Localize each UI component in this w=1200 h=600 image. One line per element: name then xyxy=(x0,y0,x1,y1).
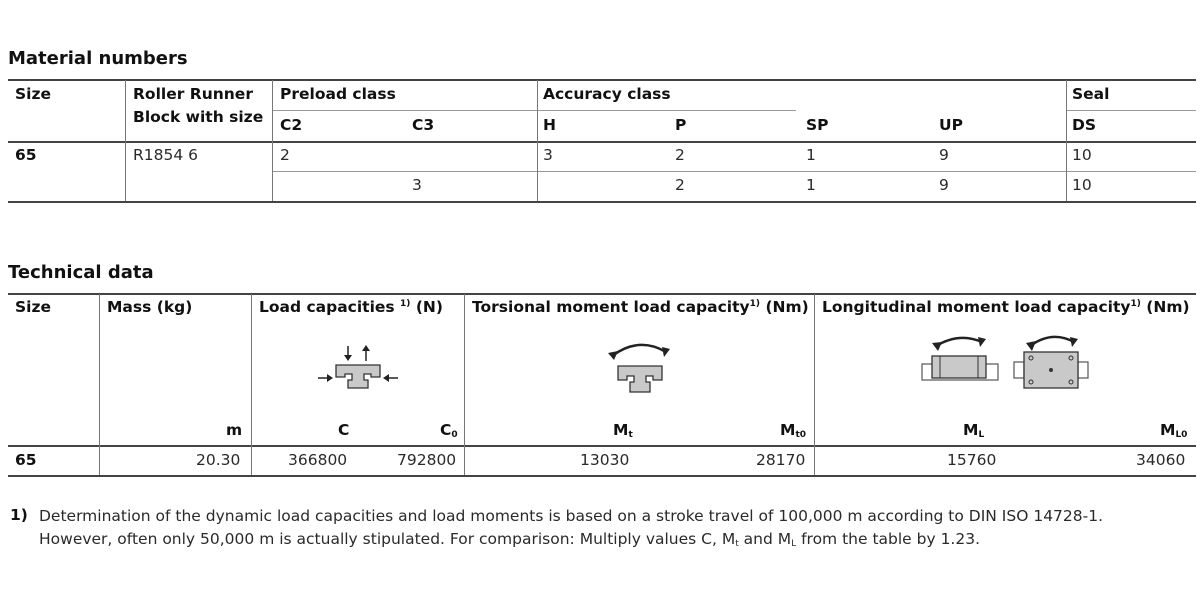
load-capacity-diagram-icon xyxy=(310,342,410,394)
material-cell-size: 65 xyxy=(15,146,37,164)
material-subheader-rule-preload-accuracy xyxy=(272,110,796,111)
material-cell-p: 2 xyxy=(675,176,685,194)
material-table-bottom-rule xyxy=(8,201,1196,203)
footnote-line-2: However, often only 50,000 m is actually stipulated. For comparison: Multiply values C, Mt and ML from the table by 1.23. xyxy=(39,530,981,549)
technical-cell-ml0: 34060 xyxy=(1136,451,1186,469)
longitudinal-side-view-icon xyxy=(918,330,1000,386)
technical-header-size: Size xyxy=(15,298,52,316)
material-header-ds: DS xyxy=(1072,116,1097,134)
material-header-h: H xyxy=(543,116,556,134)
material-cell-ds: 10 xyxy=(1072,176,1092,194)
material-numbers-title: Material numbers xyxy=(8,48,188,69)
technical-cell-c0: 792800 xyxy=(397,451,457,469)
material-table-top-rule xyxy=(8,79,1196,81)
footnote-line-1: Determination of the dynamic load capacities and load moments is based on a stroke travel of 100,000 m according to DIN ISO 14728-1. xyxy=(39,507,1104,525)
technical-symbol-m: m xyxy=(226,421,243,439)
material-cell-c2: 2 xyxy=(280,146,290,164)
technical-col-divider xyxy=(814,294,815,475)
technical-header-longitudinal: Longitudinal moment load capacity$^{1)}$ (Nm) xyxy=(822,298,1190,316)
technical-symbol-ml: $M_L$ xyxy=(963,421,985,440)
material-row-divider xyxy=(272,171,1196,172)
material-cell-c3: 3 xyxy=(412,176,422,194)
technical-header-torsional: Torsional moment load capacity$^{1)}$ (Nm) xyxy=(472,298,809,316)
material-header-size: Size xyxy=(15,85,52,103)
material-col-divider xyxy=(272,80,273,201)
technical-symbol-ml0: $M_{L0}$ xyxy=(1160,421,1188,440)
material-header-sp: SP xyxy=(806,116,829,134)
technical-cell-ml: 15760 xyxy=(947,451,997,469)
technical-header-bottom-rule xyxy=(8,445,1196,447)
torsional-moment-diagram-icon xyxy=(604,338,674,396)
technical-table-bottom-rule xyxy=(8,475,1196,477)
material-header-runner-line2: Block with size xyxy=(133,108,264,126)
technical-col-divider xyxy=(464,294,465,475)
technical-cell-size: 65 xyxy=(15,451,37,469)
material-header-accuracy: Accuracy class xyxy=(543,85,671,103)
material-header-runner-line1: Roller Runner xyxy=(133,85,253,103)
technical-cell-mass: 20.30 xyxy=(196,451,241,469)
material-header-up: UP xyxy=(939,116,963,134)
material-cell-sp: 1 xyxy=(806,146,816,164)
material-header-p: P xyxy=(675,116,687,134)
material-cell-h: 3 xyxy=(543,146,553,164)
material-col-divider xyxy=(537,80,538,201)
technical-cell-mt: 13030 xyxy=(580,451,630,469)
technical-table-top-rule xyxy=(8,293,1196,295)
technical-cell-mt0: 28170 xyxy=(756,451,806,469)
material-header-bottom-rule xyxy=(8,141,1196,143)
material-subheader-rule-seal xyxy=(1066,110,1196,111)
technical-data-title: Technical data xyxy=(8,262,154,283)
technical-symbol-mt0: $M_{t0}$ xyxy=(780,421,807,440)
material-cell-ds: 10 xyxy=(1072,146,1092,164)
material-col-divider xyxy=(1066,80,1067,201)
footnote-mark: 1) xyxy=(10,506,28,524)
technical-symbol-c: C xyxy=(338,421,350,439)
technical-col-divider xyxy=(99,294,100,475)
longitudinal-top-view-icon xyxy=(1010,326,1092,388)
material-header-preload: Preload class xyxy=(280,85,396,103)
material-cell-up: 9 xyxy=(939,146,949,164)
material-cell-runner: R1854 6 xyxy=(133,146,199,164)
technical-symbol-c0: $C_0$ xyxy=(440,421,458,440)
material-cell-sp: 1 xyxy=(806,176,816,194)
technical-symbol-mt: $M_t$ xyxy=(613,421,633,440)
technical-cell-c: 366800 xyxy=(288,451,348,469)
technical-header-mass: Mass (kg) xyxy=(107,298,193,316)
material-header-c2: C2 xyxy=(280,116,303,134)
technical-header-load: Load capacities $^{1)}$ (N) xyxy=(259,298,443,316)
material-cell-up: 9 xyxy=(939,176,949,194)
material-header-seal: Seal xyxy=(1072,85,1110,103)
material-col-divider xyxy=(125,80,126,201)
technical-col-divider xyxy=(251,294,252,475)
material-header-c3: C3 xyxy=(412,116,435,134)
material-cell-p: 2 xyxy=(675,146,685,164)
